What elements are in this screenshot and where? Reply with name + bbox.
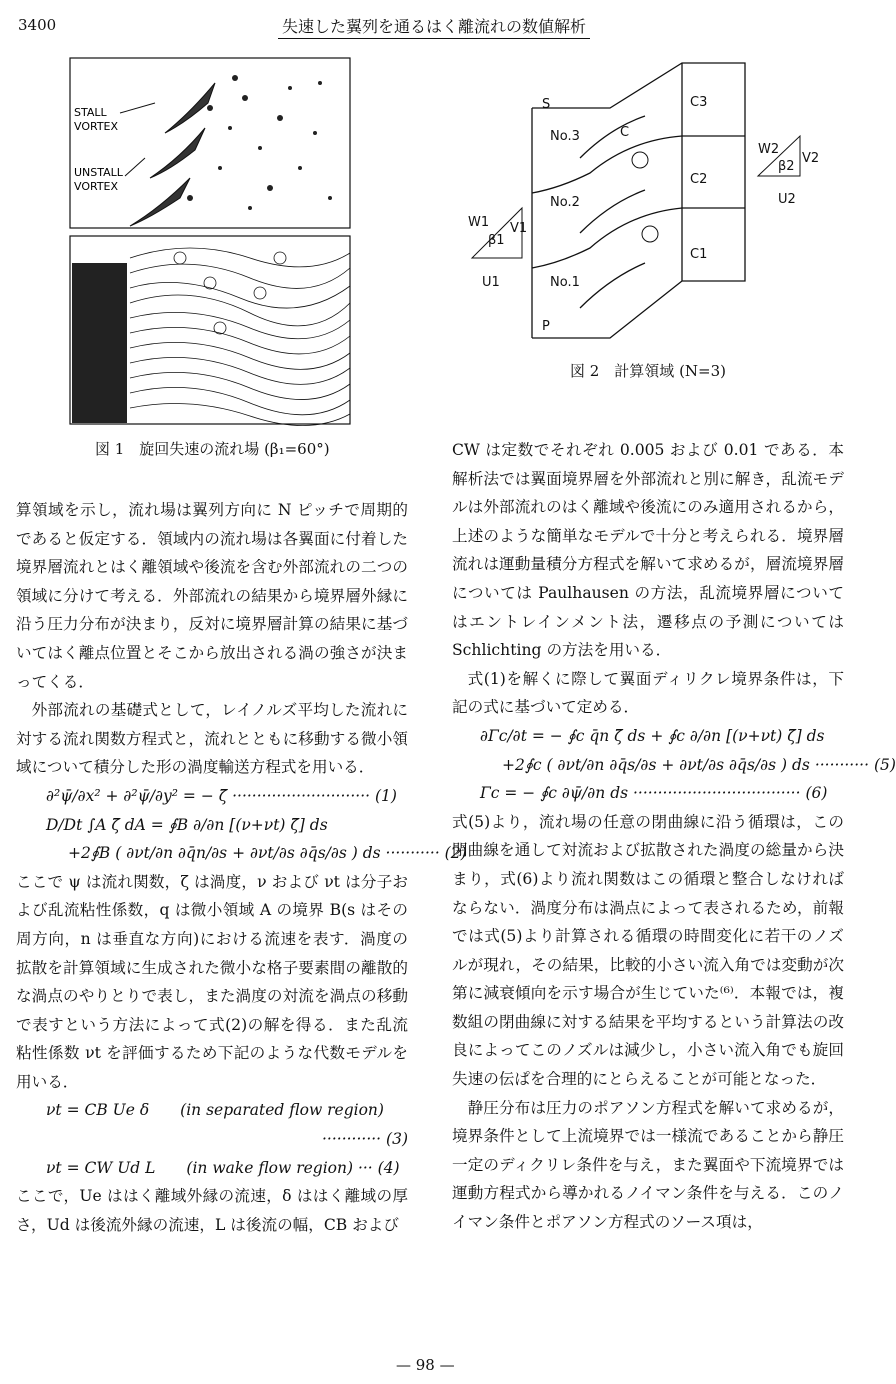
figure-2-caption: 図 2 計算領域 (N=3) [570, 362, 727, 380]
paragraph: 式(5)より，流れ場の任意の閉曲線に沿う循環は，この閉曲線を通して対流および拡散された渦度の総量から決まり，式(6)より流れ関数はこの循環と整合しなければならない．渦度分布は渦点によって表されるため，前報では式(5)より計算される循環の時間変化に若干のノズルが現れ，その結果，比較的小さい流入角では変動が次第に減衰傾向を示す場合が生じていた⁽⁶⁾．本報では，複数組の閉曲線に対する結果を平均するという計算法の改良によってこのノズルは減少し，小さい流入角でも旋回失速の伝ぱを合理的にとらえることが可能となった． [452, 812, 844, 1089]
label-w1: W1 [468, 215, 490, 230]
label-c: C [620, 125, 630, 140]
right-column [452, 436, 896, 1237]
label-c1: C1 [690, 247, 708, 262]
equation-2b: +2∮B ( ∂νt/∂n ∂q̄n/∂s + ∂νt/∂s ∂q̄s/∂s ) ds ··········· (2) [68, 844, 467, 863]
paragraph: 式(1)を解くに際して翼面ディリクレ境界条件は，下記の式に基づいて定める． [452, 669, 844, 717]
paragraph: 外部流れの基礎式として，レイノルズ平均した流れに対する流れ関数方程式と，流れとともに移動する微小領域について積分した形の渦度輸送方程式を用いる． [16, 701, 408, 777]
paragraph: 静圧分布は圧力のポアソン方程式を解いて求めるが，境界条件として上流境界では一様流であることから静圧一定のディクリレ条件を与え，また翼面や下流境界では運動方程式から導かれるノイマン条件を与える．このノイマン条件とポアソン方程式のソース項は， [452, 1098, 844, 1232]
label-p: P [542, 319, 550, 334]
page-number: 3400 [18, 16, 57, 34]
label-b2: β2 [778, 159, 795, 174]
label-w2: W2 [758, 142, 780, 157]
label-c3: C3 [690, 95, 708, 110]
unstall-label-2: VORTEX [74, 180, 119, 193]
stall-label: STALL [74, 106, 107, 119]
equation-4: νt = CW Ud L (in wake flow region) ··· (4) [46, 1158, 400, 1177]
label-c2: C2 [690, 172, 708, 187]
paragraph: CW は定数でそれぞれ 0.005 および 0.01 である．本解析法では翼面境界層を外部流れと別に解き，乱流モデルは外部流れのはく離域や後流にのみ適用されるから，上述のような簡単なモデルで十分と考えられる．境界層流れは運動量積分方程式を解いて求めるが，層流境界層については Paulhausen の方法，乱流境界層についてはエントレインメント法，遷移点の予測については Schlichting の方法を用いる． [452, 441, 844, 660]
equation-1: ∂²ψ̄/∂x² + ∂²ψ̄/∂y² = − ζ̄ ···························· (1) [46, 786, 397, 805]
figure-1-caption: 図 1 旋回失速の流れ場 (β₁=60°) [95, 440, 330, 458]
footer-page-number: — 98 — [396, 1356, 455, 1374]
figure-1-flow-field [70, 58, 350, 428]
equation-6: Γc = − ∮c ∂ψ̄/∂n ds ·································· (6) [480, 784, 828, 803]
label-u1: U1 [482, 275, 500, 290]
paragraph: 算領域を示し，流れ場は翼列方向に N ピッチで周期的であると仮定する．領域内の流れ場は各翼面に付着した境界層流れとはく離領域や後流を含む外部流れの二つの領域に分けて考える．外部流れの結果から境界層外縁に沿う圧力分布が決まり，反対に境界層計算の結果に基づいてはく離点位置とそこから放出される渦の強さが決まってくる． [16, 501, 408, 691]
label-u2: U2 [778, 192, 796, 207]
label-no1: No.1 [550, 275, 580, 290]
label-b1: β1 [488, 233, 505, 248]
left-column [16, 496, 467, 1239]
label-s: S [542, 97, 551, 112]
stall-label-2: VORTEX [74, 120, 119, 133]
equation-3-number: ············ (3) [321, 1130, 408, 1149]
label-no3: No.3 [550, 129, 580, 144]
equation-3: νt = CB Ue δ (in separated flow region) [46, 1101, 384, 1120]
equation-2a: D/Dt ∫A ζ̄ dA = ∮B ∂/∂n [(ν+νt) ζ̄] ds [46, 815, 328, 834]
paragraph: ここで ψ は流れ関数，ζ は渦度，ν および νt は分子および乱流粘性係数，q は微小領域 A の境界 B(s はその周方向，n は垂直な方向)における流速を表す．渦度の拡散を計算領域に生成された微小な格子要素間の離散的な渦点のやりとりで表し，また渦度の対流を渦点の移動で表すという方法によって式(2)の解を得る．また乱流粘性係数 νt を評価するため下記のような代数モデルを用いる． [16, 872, 408, 1091]
equation-5a: ∂Γc/∂t = − ∮c q̄n ζ̄ ds + ∮c ∂/∂n [(ν+νt) ζ̄] ds [480, 726, 825, 745]
label-v2: V2 [802, 151, 820, 166]
figure-2-computational-domain [460, 58, 830, 353]
paragraph: ここで，Ue ははく離域外縁の流速，δ ははく離域の厚さ，Ud は後流外縁の流速，L は後流の幅，CB および [16, 1187, 408, 1234]
equation-5b: +2∮c ( ∂νt/∂n ∂q̄s/∂s + ∂νt/∂s ∂q̄s/∂s ) ds ··········· (5) [502, 755, 896, 774]
unstall-label: UNSTALL [74, 166, 123, 179]
label-v1: V1 [510, 221, 528, 236]
label-no2: No.2 [550, 195, 580, 210]
running-title: 失速した翼列を通るはく離流れの数値解析 [278, 14, 590, 39]
